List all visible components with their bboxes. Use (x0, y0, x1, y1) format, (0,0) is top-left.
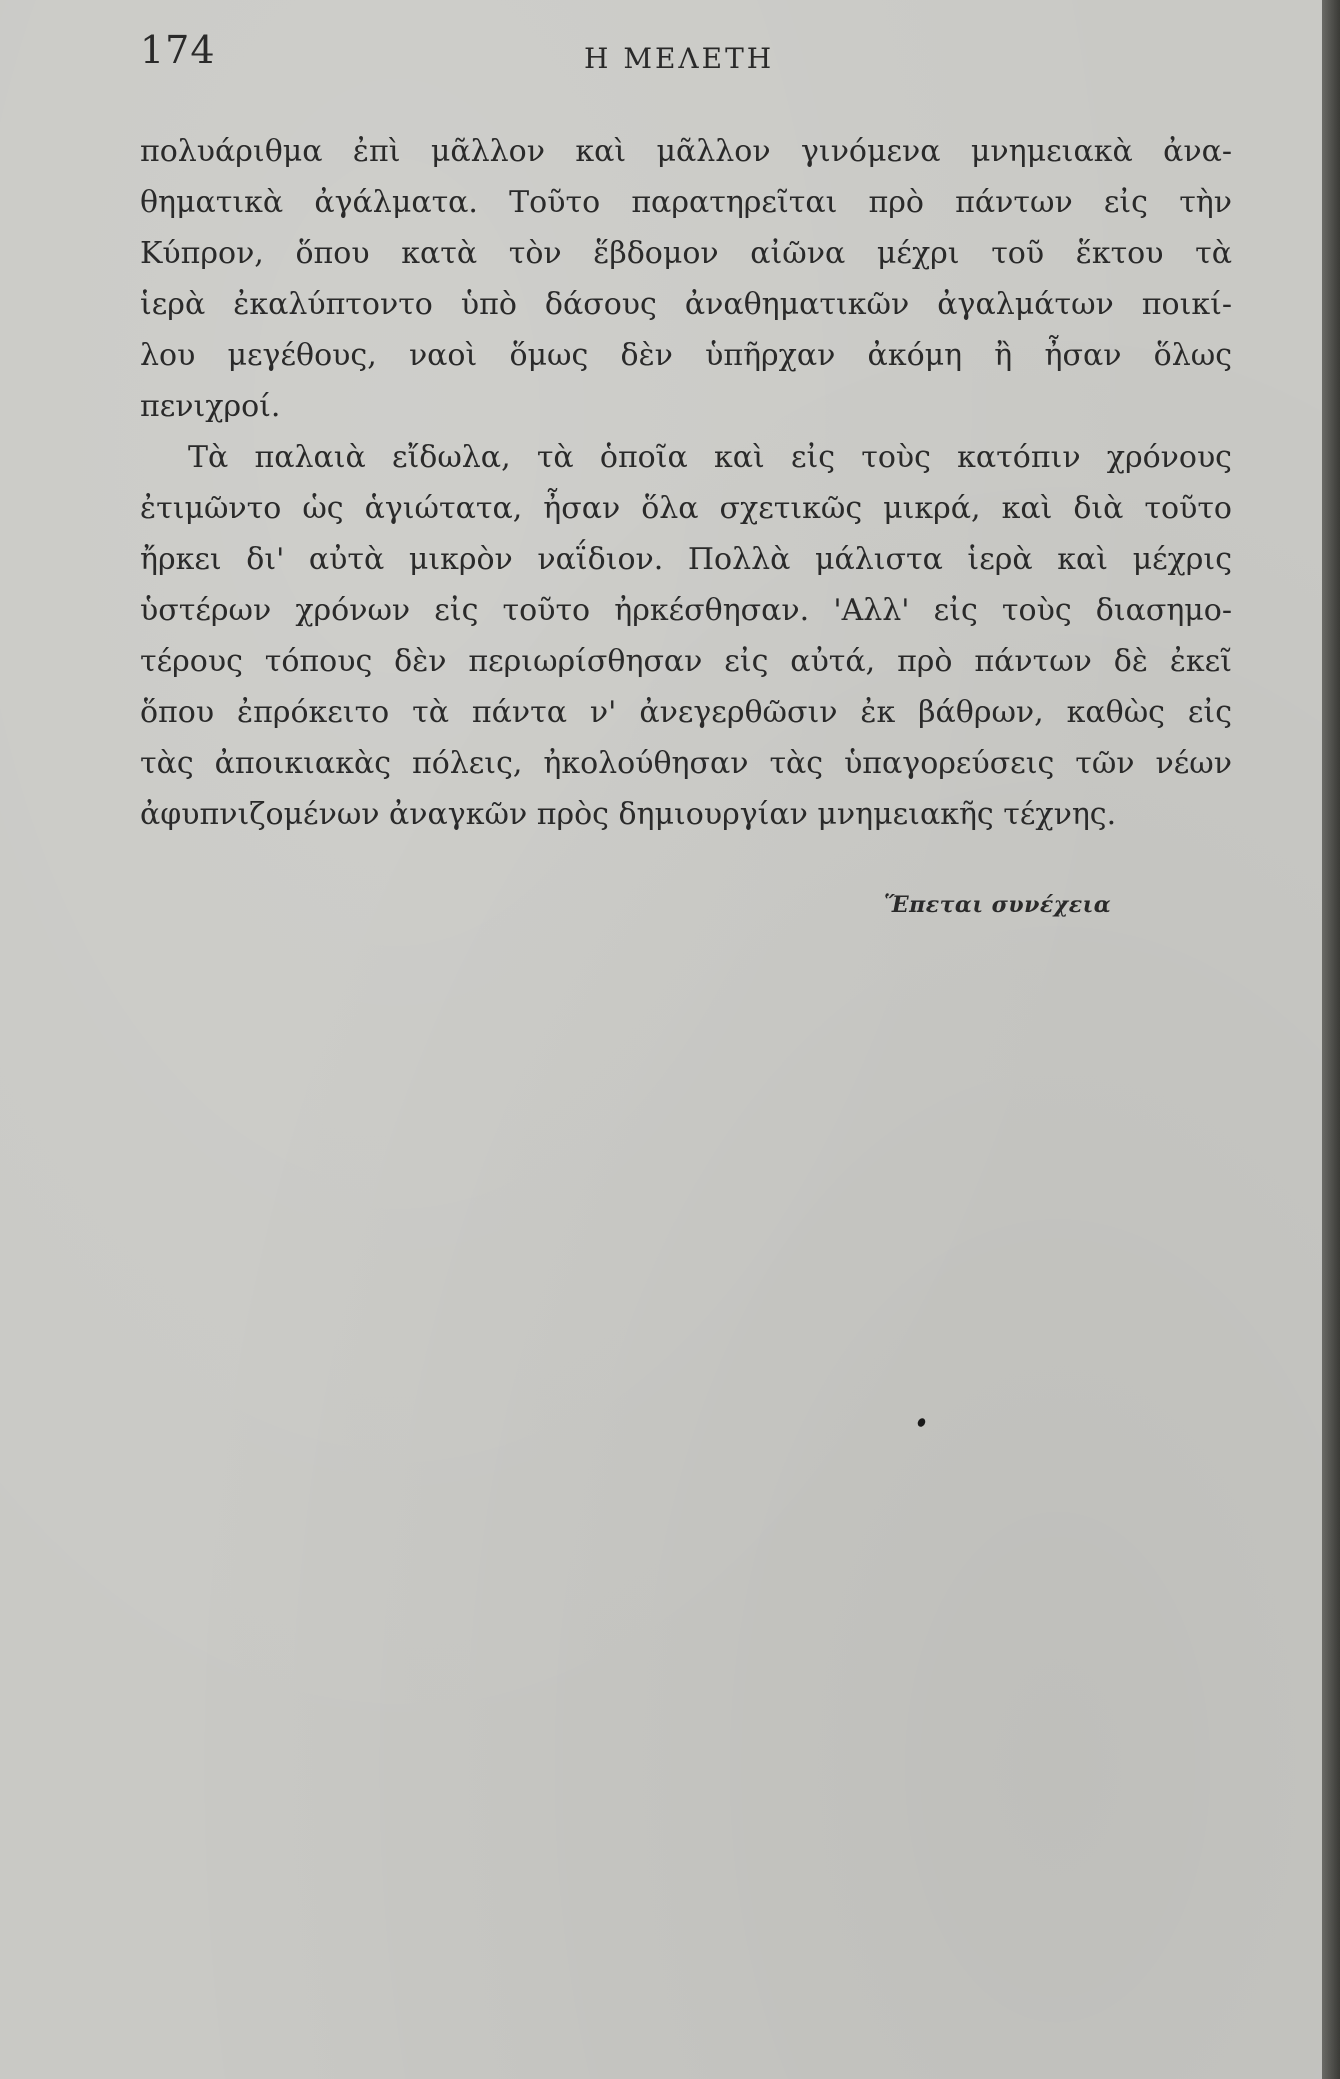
page-header (140, 24, 1240, 84)
text-line: τὰς ἀποικιακὰς πόλεις, ἠκολούθησαν τὰς ὑπαγορεύσεις τῶν νέων (140, 746, 1232, 781)
text-line: λου μεγέθους, ναοὶ ὅμως δὲν ὑπῆρχαν ἀκόμη ἢ ἦσαν ὅλως (140, 338, 1232, 373)
text-line: ἤρκει δι' αὐτὰ μικρὸν ναΐδιον. Πολλὰ μάλιστα ἱερὰ καὶ μέχρις (140, 542, 1232, 577)
continued-note: Ἕπεται συνέχεια (884, 892, 1112, 918)
running-title: Η ΜΕΛΕΤΗ (584, 42, 775, 75)
paragraph-1 (140, 126, 1232, 432)
text-line: Κύπρον, ὅπου κατὰ τὸν ἕβδομον αἰῶνα μέχρι τοῦ ἕκτου τὰ (140, 236, 1232, 271)
text-line: θηματικὰ ἀγάλματα. Τοῦτο παρατηρεῖται πρὸ πάντων εἰς τὴν (140, 185, 1232, 220)
page-edge-shadow (1322, 0, 1340, 2079)
text-line: Τὰ παλαιὰ εἴδωλα, τὰ ὁποῖα καὶ εἰς τοὺς κατόπιν χρόνους (188, 440, 1232, 475)
text-line: ὅπου ἐπρόκειτο τὰ πάντα ν' ἀνεγερθῶσιν ἐκ βάθρων, καθὼς εἰς (140, 695, 1232, 730)
paragraph-2 (140, 432, 1232, 840)
text-line: πενιχροί. (140, 389, 281, 424)
text-line: πολυάριθμα ἐπὶ μᾶλλον καὶ μᾶλλον γινόμενα μνημειακὰ ἀνα- (140, 134, 1232, 169)
text-line: ὑστέρων χρόνων εἰς τοῦτο ἠρκέσθησαν. 'Αλλ' εἰς τοὺς διασημο- (140, 593, 1232, 628)
text-line: ἀφυπνιζομένων ἀναγκῶν πρὸς δημιουργίαν μνημειακῆς τέχνης. (140, 797, 1117, 832)
text-line: ἱερὰ ἐκαλύπτοντο ὑπὸ δάσους ἀναθηματικῶν ἀγαλμάτων ποικί- (140, 287, 1232, 322)
body-text (140, 126, 1232, 840)
ink-speck (916, 1417, 927, 1428)
text-line: ἐτιμῶντο ὡς ἁγιώτατα, ἦσαν ὅλα σχετικῶς μικρά, καὶ διὰ τοῦτο (140, 491, 1232, 526)
page-number: 174 (140, 28, 216, 72)
text-line: τέρους τόπους δὲν περιωρίσθησαν εἰς αὐτά, πρὸ πάντων δὲ ἐκεῖ (140, 644, 1232, 679)
